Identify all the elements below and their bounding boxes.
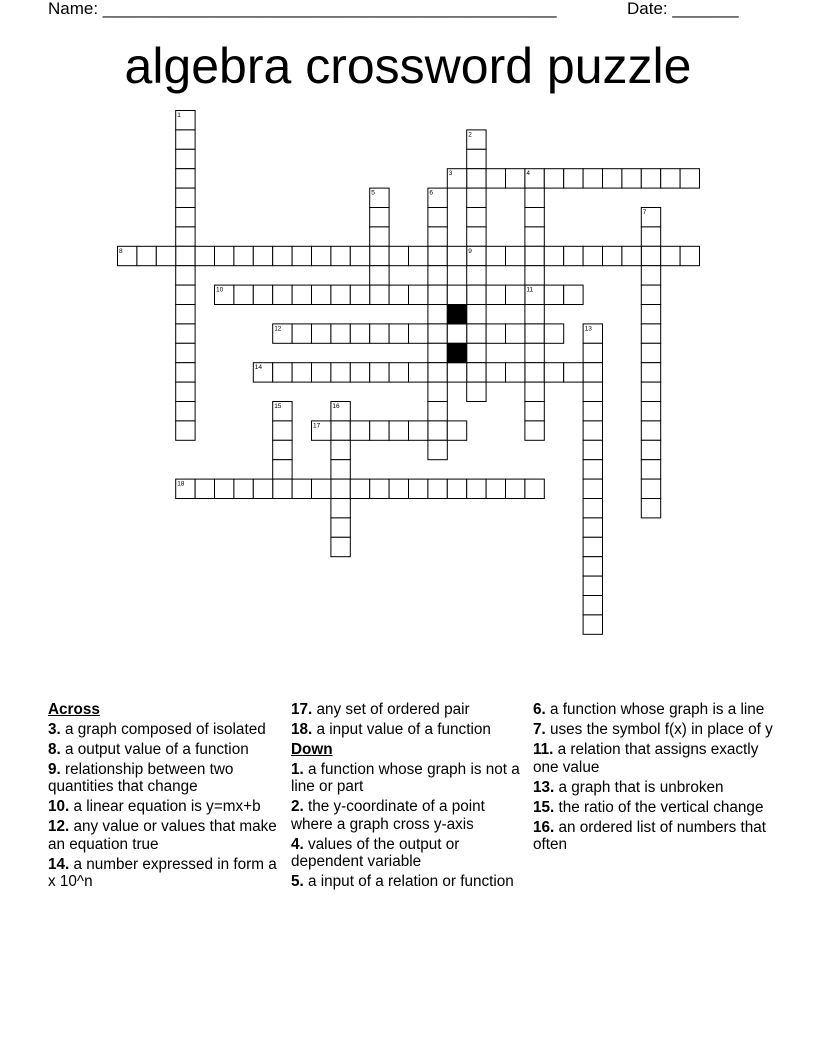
- clue-number: 2.: [291, 798, 304, 815]
- clue-number-label: 7: [642, 209, 647, 216]
- clue-number: 8.: [48, 740, 61, 758]
- clue-text: a output value of a function: [65, 740, 249, 758]
- grid-cell[interactable]: [156, 246, 175, 265]
- grid-cell[interactable]: [525, 402, 544, 421]
- grid-cell[interactable]: [583, 615, 602, 634]
- clue-down-16: [533, 819, 773, 854]
- grid-cell[interactable]: [292, 363, 311, 382]
- grid-cell[interactable]: [234, 285, 253, 304]
- clue-number: 7.: [533, 721, 546, 738]
- clue-number-label: 2: [468, 131, 472, 139]
- grid-cell[interactable]: [583, 402, 602, 421]
- grid-cell[interactable]: [506, 363, 525, 382]
- grid-cell[interactable]: [641, 402, 660, 421]
- page-title: algebra crossword puzzle: [124, 38, 692, 94]
- grid-cell[interactable]: [312, 479, 331, 498]
- grid-cell[interactable]: [641, 324, 660, 343]
- grid-cell[interactable]: [370, 246, 389, 265]
- clue-down-13: [533, 779, 773, 797]
- grid-cell[interactable]: [544, 324, 563, 343]
- grid-cell[interactable]: [176, 285, 195, 304]
- grid-cell[interactable]: [273, 479, 292, 498]
- grid-cell[interactable]: [409, 479, 428, 498]
- grid-cell[interactable]: [370, 266, 389, 285]
- grid-cell[interactable]: [467, 208, 486, 227]
- grid-cell[interactable]: [370, 421, 389, 440]
- across-heading: Across: [48, 701, 100, 718]
- grid-cell[interactable]: [389, 324, 408, 343]
- grid-cell[interactable]: [292, 479, 311, 498]
- grid-cell[interactable]: [583, 382, 602, 401]
- grid-cell[interactable]: [544, 169, 563, 188]
- clue-number-label: 9: [468, 247, 472, 255]
- clue-number: 10.: [48, 798, 70, 815]
- grid-cell[interactable]: [467, 382, 486, 401]
- clue-across-17: [291, 701, 521, 719]
- clue-text: a graph that is unbroken: [558, 778, 724, 796]
- grid-cell[interactable]: [331, 246, 350, 265]
- grid-cell[interactable]: [428, 266, 447, 285]
- grid-cell[interactable]: [641, 246, 660, 265]
- grid-cell[interactable]: [312, 246, 331, 265]
- grid-cell[interactable]: [641, 440, 660, 459]
- clue-text: uses the symbol f(x) in place of y: [550, 721, 773, 738]
- clue-number: 6.: [533, 701, 546, 718]
- grid-cell[interactable]: [525, 227, 544, 246]
- clue-text: a function whose graph is a line: [550, 701, 765, 718]
- grid-cell[interactable]: [467, 324, 486, 343]
- clue-number-label: 18: [177, 480, 185, 488]
- grid-cell[interactable]: [195, 246, 214, 265]
- grid-cell[interactable]: [350, 324, 369, 343]
- grid-cell[interactable]: [273, 285, 292, 304]
- clue-number: 9.: [48, 760, 61, 778]
- grid-cell[interactable]: [603, 246, 622, 265]
- clue-number-label: 1: [177, 112, 181, 119]
- clue-text: a linear equation is y=mx+b: [73, 798, 261, 815]
- grid-cell[interactable]: [428, 246, 447, 265]
- clue-number-label: 15: [274, 403, 282, 410]
- clue-number: 17.: [291, 701, 313, 718]
- grid-cell[interactable]: [564, 363, 583, 382]
- grid-cell[interactable]: [389, 421, 408, 440]
- clue-text: relationship between two quantities that change: [48, 760, 234, 795]
- clue-across-9: [48, 761, 278, 796]
- grid-cell[interactable]: [273, 421, 292, 440]
- black-grid-cell: [447, 343, 466, 362]
- grid-cell[interactable]: [583, 537, 602, 556]
- date-field-label: Date: _______: [627, 0, 739, 18]
- clue-number: 16.: [533, 818, 555, 836]
- grid-cell[interactable]: [447, 421, 466, 440]
- grid-cell[interactable]: [234, 246, 253, 265]
- grid-cell[interactable]: [176, 188, 195, 207]
- grid-cell[interactable]: [583, 169, 602, 188]
- grid-cell[interactable]: [486, 169, 505, 188]
- grid-cell[interactable]: [486, 285, 505, 304]
- grid-cell[interactable]: [176, 169, 195, 188]
- clue-text: a graph composed of isolated: [65, 720, 266, 738]
- grid-cell[interactable]: [525, 246, 544, 265]
- clue-across-10: [48, 798, 278, 816]
- clue-number-label: 16: [332, 403, 340, 410]
- grid-cell[interactable]: [467, 363, 486, 382]
- grid-cell[interactable]: [428, 285, 447, 304]
- clue-text: the y-coordinate of a point where a graph cross y-axis: [291, 798, 485, 833]
- grid-cell[interactable]: [641, 382, 660, 401]
- clue-text: a input of a relation or function: [308, 873, 514, 890]
- clue-text: any set of ordered pair: [316, 701, 470, 718]
- grid-cell[interactable]: [370, 479, 389, 498]
- clue-number-label: 13: [584, 325, 592, 333]
- name-field-label: Name: ________________________________________________: [48, 0, 557, 18]
- clue-number: 4.: [291, 835, 304, 853]
- grid-cell[interactable]: [409, 421, 428, 440]
- grid-cell[interactable]: [137, 246, 156, 265]
- grid-cell[interactable]: [292, 285, 311, 304]
- clue-down-2: [291, 798, 521, 833]
- grid-cell[interactable]: [176, 246, 195, 265]
- grid-cell[interactable]: [331, 537, 350, 556]
- grid-cell[interactable]: [583, 363, 602, 382]
- grid-cell[interactable]: [506, 246, 525, 265]
- grid-cell[interactable]: [409, 363, 428, 382]
- grid-cell[interactable]: [467, 149, 486, 168]
- clue-text: a relation that assigns exactly one value: [533, 741, 759, 776]
- grid-cell[interactable]: [447, 479, 466, 498]
- grid-cell[interactable]: [273, 460, 292, 479]
- grid-cell[interactable]: [622, 246, 641, 265]
- grid-cell[interactable]: [176, 227, 195, 246]
- grid-cell[interactable]: [389, 246, 408, 265]
- clue-down-1: [291, 761, 521, 796]
- grid-cell[interactable]: [409, 324, 428, 343]
- grid-cell[interactable]: [253, 479, 272, 498]
- grid-cell[interactable]: [486, 324, 505, 343]
- grid-cell[interactable]: [525, 382, 544, 401]
- clue-text: a function whose graph is not a line or part: [291, 760, 520, 795]
- clue-number: 13.: [533, 778, 555, 796]
- grid-cell[interactable]: [467, 479, 486, 498]
- grid-cell[interactable]: [176, 324, 195, 343]
- grid-cell[interactable]: [680, 169, 699, 188]
- grid-cell[interactable]: [525, 324, 544, 343]
- clue-number-label: 4: [526, 170, 531, 178]
- grid-cell[interactable]: [661, 169, 680, 188]
- grid-cell[interactable]: [467, 266, 486, 285]
- grid-cell[interactable]: [506, 285, 525, 304]
- grid-cell[interactable]: [680, 246, 699, 265]
- grid-cell[interactable]: [331, 440, 350, 459]
- clue-number: 1.: [291, 760, 304, 778]
- grid-cell[interactable]: [331, 421, 350, 440]
- grid-cell[interactable]: [564, 169, 583, 188]
- grid-cell[interactable]: [583, 421, 602, 440]
- clue-number-label: 8: [119, 247, 123, 255]
- grid-cell[interactable]: [215, 479, 234, 498]
- grid-cell[interactable]: [583, 440, 602, 459]
- clue-number: 15.: [533, 798, 555, 816]
- grid-cell[interactable]: [641, 169, 660, 188]
- grid-cell[interactable]: [331, 518, 350, 537]
- grid-cell[interactable]: [176, 130, 195, 149]
- grid-cell[interactable]: [525, 208, 544, 227]
- grid-cell[interactable]: [176, 149, 195, 168]
- grid-cell[interactable]: [447, 363, 466, 382]
- clues-column-3: [533, 701, 773, 856]
- grid-cell[interactable]: [641, 479, 660, 498]
- clue-across-12: [48, 818, 278, 853]
- grid-cell[interactable]: [506, 479, 525, 498]
- grid-cell[interactable]: [273, 363, 292, 382]
- clue-down-5: [291, 873, 521, 891]
- grid-cell[interactable]: [467, 169, 486, 188]
- clue-across-14: [48, 856, 278, 891]
- grid-cell[interactable]: [525, 188, 544, 207]
- grid-cell[interactable]: [428, 305, 447, 324]
- grid-cell[interactable]: [176, 421, 195, 440]
- grid-cell[interactable]: [564, 246, 583, 265]
- grid-cell[interactable]: [292, 324, 311, 343]
- clue-text: values of the output or dependent variable: [291, 835, 460, 870]
- clue-across-3: [48, 721, 278, 739]
- grid-cell[interactable]: [428, 402, 447, 421]
- clue-number-label: 10: [216, 286, 224, 294]
- grid-cell[interactable]: [525, 421, 544, 440]
- grid-cell[interactable]: [331, 363, 350, 382]
- clue-number-label: 17: [313, 422, 321, 430]
- clue-across-8: [48, 741, 278, 759]
- grid-cell[interactable]: [292, 246, 311, 265]
- grid-cell[interactable]: [583, 479, 602, 498]
- grid-cell[interactable]: [176, 343, 195, 362]
- grid-cell[interactable]: [447, 285, 466, 304]
- grid-cell[interactable]: [641, 343, 660, 362]
- grid-cell[interactable]: [641, 227, 660, 246]
- grid-cell[interactable]: [525, 479, 544, 498]
- grid-cell[interactable]: [641, 266, 660, 285]
- clue-number-label: 12: [274, 325, 282, 333]
- clue-number-label: 14: [254, 364, 263, 372]
- grid-cell[interactable]: [583, 518, 602, 537]
- grid-cell[interactable]: [389, 285, 408, 304]
- grid-cell[interactable]: [331, 479, 350, 498]
- clue-text: an ordered list of numbers that often: [533, 818, 766, 853]
- grid-cell[interactable]: [467, 305, 486, 324]
- down-heading: Down: [291, 741, 333, 758]
- grid-cell[interactable]: [486, 479, 505, 498]
- grid-cell[interactable]: [544, 285, 563, 304]
- grid-cell[interactable]: [350, 363, 369, 382]
- grid-cell[interactable]: [312, 324, 331, 343]
- grid-cell[interactable]: [525, 266, 544, 285]
- grid-cell[interactable]: [370, 285, 389, 304]
- grid-cell[interactable]: [583, 557, 602, 576]
- grid-cell[interactable]: [176, 363, 195, 382]
- grid-cell[interactable]: [641, 285, 660, 304]
- clue-number-label: 6: [429, 189, 434, 197]
- grid-cell[interactable]: [176, 305, 195, 324]
- grid-cell[interactable]: [583, 246, 602, 265]
- grid-cell[interactable]: [409, 246, 428, 265]
- grid-cell[interactable]: [641, 460, 660, 479]
- grid-cell[interactable]: [428, 227, 447, 246]
- grid-cell[interactable]: [641, 363, 660, 382]
- grid-cell[interactable]: [350, 479, 369, 498]
- grid-cell[interactable]: [583, 596, 602, 615]
- grid-cell[interactable]: [622, 169, 641, 188]
- grid-cell[interactable]: [544, 363, 563, 382]
- clue-number: 18.: [291, 721, 313, 738]
- clue-text: any value or values that make an equation true: [48, 818, 277, 853]
- grid-cell[interactable]: [331, 324, 350, 343]
- grid-cell[interactable]: [447, 324, 466, 343]
- grid-cell[interactable]: [389, 479, 408, 498]
- grid-cell[interactable]: [428, 208, 447, 227]
- clue-down-7: [533, 721, 773, 739]
- grid-cell[interactable]: [331, 460, 350, 479]
- grid-cell[interactable]: [273, 440, 292, 459]
- clue-across-18: [291, 721, 521, 739]
- grid-cell[interactable]: [525, 343, 544, 362]
- grid-cell[interactable]: [583, 460, 602, 479]
- clue-down-15: [533, 799, 773, 817]
- grid-cell[interactable]: [641, 499, 660, 518]
- grid-cell[interactable]: [467, 227, 486, 246]
- grid-cell[interactable]: [447, 246, 466, 265]
- clue-number: 11.: [533, 741, 554, 758]
- grid-cell[interactable]: [583, 499, 602, 518]
- grid-cell[interactable]: [195, 479, 214, 498]
- grid-cell[interactable]: [583, 576, 602, 595]
- grid-cell[interactable]: [486, 363, 505, 382]
- grid-cell[interactable]: [176, 266, 195, 285]
- clue-text: a input value of a function: [316, 721, 491, 738]
- black-grid-cell: [447, 305, 466, 324]
- clue-number: 14.: [48, 855, 70, 873]
- grid-cell[interactable]: [176, 402, 195, 421]
- grid-cell[interactable]: [370, 324, 389, 343]
- grid-cell[interactable]: [312, 285, 331, 304]
- grid-cell[interactable]: [428, 324, 447, 343]
- clue-number: 3.: [48, 720, 61, 738]
- grid-cell[interactable]: [583, 343, 602, 362]
- grid-cell[interactable]: [467, 343, 486, 362]
- clue-text: a number expressed in form a x 10^n: [48, 855, 277, 890]
- grid-cell[interactable]: [253, 246, 272, 265]
- clue-number-label: 11: [526, 286, 534, 294]
- grid-cell[interactable]: [234, 479, 253, 498]
- clues-column-2: [291, 701, 521, 893]
- clue-number-label: 5: [371, 189, 375, 197]
- clue-number: 12.: [48, 818, 70, 835]
- clue-number: 5.: [291, 873, 304, 890]
- grid-cell[interactable]: [603, 169, 622, 188]
- clue-down-11: [533, 741, 773, 776]
- grid-cell[interactable]: [467, 188, 486, 207]
- clue-text: the ratio of the vertical change: [558, 798, 764, 816]
- grid-cell[interactable]: [273, 246, 292, 265]
- grid-cell[interactable]: [661, 246, 680, 265]
- grid-cell[interactable]: [486, 246, 505, 265]
- grid-cell[interactable]: [428, 421, 447, 440]
- grid-cell[interactable]: [389, 363, 408, 382]
- grid-cell[interactable]: [544, 246, 563, 265]
- grid-cell[interactable]: [641, 421, 660, 440]
- grid-cell[interactable]: [641, 305, 660, 324]
- clues-column-1: [48, 701, 278, 893]
- grid-cell[interactable]: [506, 324, 525, 343]
- clue-down-6: [533, 701, 773, 719]
- clue-down-4: [291, 836, 521, 871]
- grid-cell[interactable]: [428, 440, 447, 459]
- grid-cell[interactable]: [370, 227, 389, 246]
- grid-cell[interactable]: [428, 479, 447, 498]
- grid-cell[interactable]: [370, 363, 389, 382]
- grid-cell[interactable]: [428, 363, 447, 382]
- grid-cell[interactable]: [253, 285, 272, 304]
- grid-cell[interactable]: [176, 208, 195, 227]
- grid-cell[interactable]: [331, 499, 350, 518]
- grid-cell[interactable]: [176, 382, 195, 401]
- grid-cell[interactable]: [350, 421, 369, 440]
- grid-cell[interactable]: [525, 363, 544, 382]
- grid-cell[interactable]: [215, 246, 234, 265]
- grid-cell[interactable]: [525, 305, 544, 324]
- grid-cell[interactable]: [428, 382, 447, 401]
- grid-cell[interactable]: [331, 285, 350, 304]
- grid-cell[interactable]: [370, 208, 389, 227]
- grid-cell[interactable]: [564, 285, 583, 304]
- grid-cell[interactable]: [350, 246, 369, 265]
- grid-cell[interactable]: [428, 343, 447, 362]
- grid-cell[interactable]: [467, 285, 486, 304]
- grid-cell[interactable]: [350, 285, 369, 304]
- clue-number-label: 3: [448, 170, 453, 178]
- grid-cell[interactable]: [312, 363, 331, 382]
- grid-cell[interactable]: [409, 285, 428, 304]
- grid-cell[interactable]: [506, 169, 525, 188]
